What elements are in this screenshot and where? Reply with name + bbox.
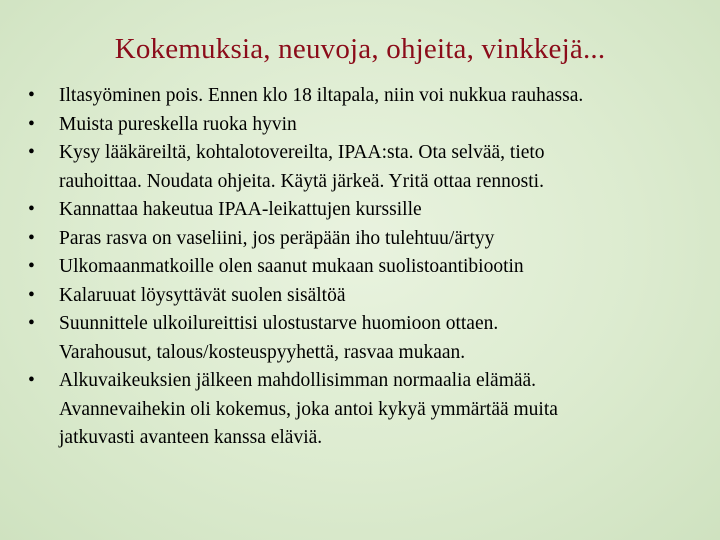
bullet-list xyxy=(28,82,708,453)
bullet-dot-icon: • xyxy=(28,370,35,391)
bullet-text-line: Iltasyöminen pois. Ennen klo 18 iltapala, niin voi nukkua rauhassa. xyxy=(59,85,584,106)
bullet-text-line: rauhoittaa. Noudata ohjeita. Käytä järkeä. Yritä ottaa rennosti. xyxy=(59,170,544,192)
bullet-text-line: Alkuvaikeuksien jälkeen mahdollisimman normaalia elämää. xyxy=(59,370,537,391)
bullet-text-line: Suunnittele ulkoilureittisi ulostustarve huomioon ottaen. xyxy=(59,313,499,334)
bullet-text-line: Avannevaihekin oli kokemus, joka antoi kykyä ymmärtää muita xyxy=(59,398,558,420)
bullet-text-line: jatkuvasti avanteen kanssa eläviä. xyxy=(59,427,323,448)
bullet-dot-icon: • xyxy=(28,199,35,220)
bullet-text-line: Muista pureskella ruoka hyvin xyxy=(59,113,297,135)
bullet-item xyxy=(28,253,708,282)
bullet-item xyxy=(28,111,708,140)
bullet-text-line: Paras rasva on vaseliini, jos peräpään iho tulehtuu/ärtyy xyxy=(59,227,495,249)
bullet-item xyxy=(28,139,708,196)
bullet-dot-icon: • xyxy=(28,227,35,249)
bullet-dot-icon: • xyxy=(28,256,35,277)
bullet-item xyxy=(28,310,708,367)
bullet-dot-icon: • xyxy=(28,85,35,106)
bullet-dot-icon: • xyxy=(28,284,35,306)
bullet-dot-icon: • xyxy=(28,113,35,135)
slide-title: Kokemuksia, neuvoja, ohjeita, vinkkejä... xyxy=(114,33,606,65)
bullet-item xyxy=(28,82,708,111)
bullet-text-line: Kannattaa hakeutua IPAA-leikattujen kurssille xyxy=(59,199,422,220)
bullet-text-line: Kalaruuat löysyttävät suolen sisältöä xyxy=(59,284,346,306)
bullet-item xyxy=(28,367,708,453)
bullet-text-line: Ulkomaanmatkoille olen saanut mukaan suolistoantibiootin xyxy=(59,256,524,277)
bullet-text-line: Kysy lääkäreiltä, kohtalotovereilta, IPAA:sta. Ota selvää, tieto xyxy=(59,142,545,163)
bullet-item xyxy=(28,225,708,254)
bullet-dot-icon: • xyxy=(28,142,35,163)
bullet-text-line: Varahousut, talous/kosteuspyyhettä, rasvaa mukaan. xyxy=(59,341,466,363)
bullet-dot-icon: • xyxy=(28,313,35,334)
bullet-item xyxy=(28,282,708,311)
bullet-item xyxy=(28,196,708,225)
